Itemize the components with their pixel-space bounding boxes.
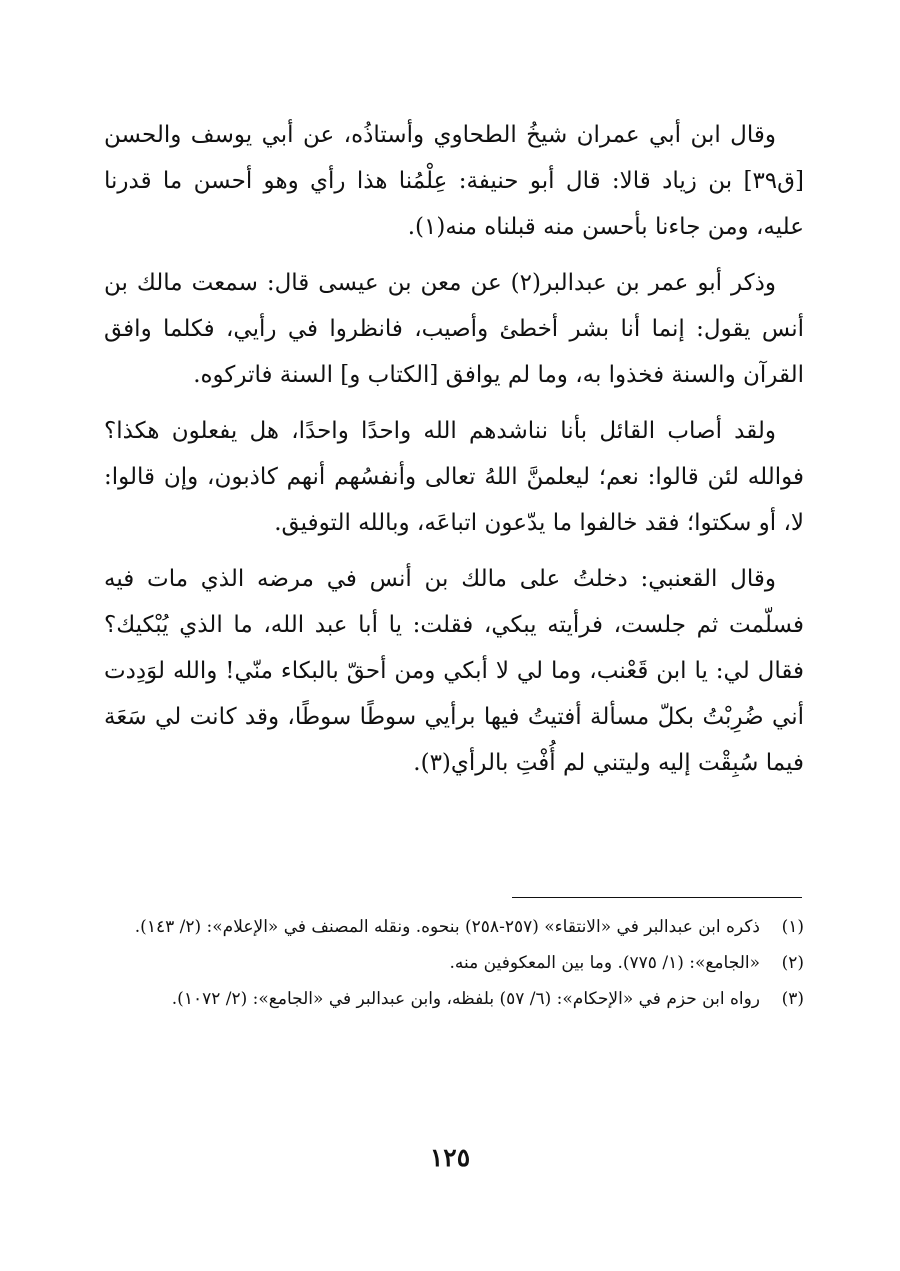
- paragraph-2: وذكر أبو عمر بن عبدالبر(٢) عن معن بن عيسى قال: سمعت مالك بن أنس يقول: إنما أنا بشر أخطئ وأصيب، فانظروا في رأيي، فكلما وافق القرآن والسنة فخذوا به، وما لم يوافق [الكتاب و] السنة فاتركوه.: [104, 270, 804, 388]
- paragraph-1: وقال ابن أبي عمران شيخُ الطحاوي وأستاذُه، عن أبي يوسف والحسن [ق٣٩] بن زياد قالا: قال أبو حنيفة: عِلْمُنا هذا رأي وهو أحسن ما قدرنا عليه، ومن جاءنا بأحسن منه قبلناه منه(١).: [104, 122, 804, 240]
- footnote-separator: [512, 897, 802, 898]
- footnotes: [104, 910, 804, 1018]
- footnote-2: [104, 946, 804, 980]
- footnote-text: ذكره ابن عبدالبر في «الانتقاء» (٢٥٧-٢٥٨) بنحوه. ونقله المصنف في «الإعلام»: (٢/ ١٤٣).: [134, 917, 760, 937]
- footnote-text: «الجامع»: (١/ ٧٧٥). وما بين المعكوفين منه.: [449, 953, 760, 973]
- footnote-1: [104, 910, 804, 944]
- main-text: [104, 112, 804, 796]
- paragraph-4: وقال القعنبي: دخلتُ على مالك بن أنس في مرضه الذي مات فيه فسلّمت ثم جلست، فرأيته يبكي، فقلت: يا أبا عبد الله، ما الذي يُبْكيك؟ فقال لي: يا ابن قَعْنب، وما لي لا أبكي ومن أحقّ بالبكاء منّي! والله لوَدِدت أني ضُرِبْتُ بكلّ مسألة أفتيتُ فيها برأيي سوطًا سوطًا، وقد كانت لي سَعَة فيما سُبِقْت إليه وليتني لم أُفْتِ بالرأي(٣).: [104, 566, 804, 776]
- paragraph-3: ولقد أصاب القائل بأنا نناشدهم الله واحدًا واحدًا، هل يفعلون هكذا؟ فوالله لئن قالوا: نعم؛ ليعلمنَّ اللهُ تعالى وأنفسُهم أنهم كاذبون، وإن قالوا: لا، أو سكتوا؛ فقد خالفوا ما يدّعون اتباعَه، وبالله التوفيق.: [104, 418, 804, 536]
- footnote-number: (١): [781, 917, 804, 937]
- footnote-text: رواه ابن حزم في «الإحكام»: (٦/ ٥٧) بلفظه، وابن عبدالبر في «الجامع»: (٢/ ١٠٧٢).: [171, 989, 760, 1009]
- footnote-number: (٢): [781, 953, 804, 973]
- footnote-number: (٣): [781, 989, 804, 1009]
- page-number: ١٢٥: [429, 1143, 471, 1172]
- footnote-3: [104, 982, 804, 1016]
